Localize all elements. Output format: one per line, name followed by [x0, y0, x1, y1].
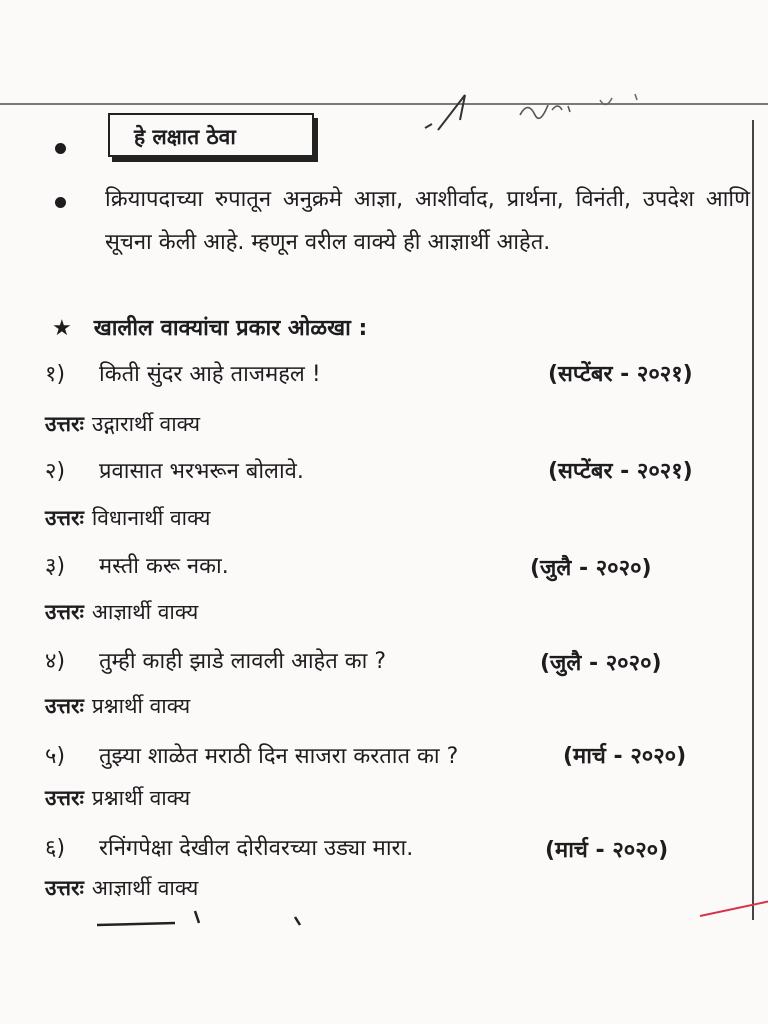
answer-label: उत्तरः [45, 600, 84, 624]
exam-source: (सप्टेंबर - २०२१) [548, 362, 693, 387]
question-row [45, 645, 386, 675]
answer-text: प्रश्नार्थी वाक्य [91, 694, 191, 718]
question-row [45, 358, 321, 388]
answer-label: उत्तरः [45, 876, 84, 900]
red-pen-mark [700, 900, 768, 917]
exam-source: (जुलै - २०२०) [530, 556, 652, 581]
handwritten-scribble [420, 80, 660, 140]
explanation-paragraph: क्रियापदाच्या रुपातून अनुक्रमे आज्ञा, आशीर्वाद, प्रार्थना, विनंती, उपदेश आणि सूचना केली आहे. म्हणून वरील वाक्ये ही आज्ञार्थी आहेत. [105, 187, 750, 255]
question-number: २) [45, 459, 66, 484]
question-row [45, 740, 458, 770]
answer-text: प्रश्नार्थी वाक्य [91, 786, 191, 810]
answer-text: आज्ञार्थी वाक्य [91, 876, 199, 900]
question-row [45, 832, 413, 862]
answer-text: उद्गारार्थी वाक्य [91, 412, 201, 436]
cut-off-text-fragment [95, 905, 355, 935]
answer-row [45, 692, 190, 720]
question-number: ४) [45, 649, 66, 674]
answer-label: उत्तरः [45, 412, 84, 436]
exam-source: (मार्च - २०२०) [545, 838, 669, 863]
question-number: ५) [45, 744, 66, 769]
answer-row [45, 504, 211, 532]
answer-row [45, 598, 198, 626]
question-text: तुझ्या शाळेत मराठी दिन साजरा करतात का ? [99, 744, 459, 769]
task-instruction [52, 312, 367, 342]
bullet-point [55, 197, 66, 208]
question-number: ६) [45, 836, 66, 861]
question-number: १) [45, 362, 66, 387]
remember-heading-box: हे लक्षात ठेवा [108, 113, 314, 157]
question-text: रनिंगपेक्षा देखील दोरीवरच्या उड्या मारा. [99, 836, 414, 861]
exam-source: (जुलै - २०२०) [540, 651, 662, 676]
bullet-point [55, 143, 66, 154]
answer-label: उत्तरः [45, 506, 84, 530]
right-margin-rule [752, 120, 754, 920]
task-text: खालील वाक्यांचा प्रकार ओळखा : [93, 316, 368, 341]
answer-label: उत्तरः [45, 786, 84, 810]
question-text: प्रवासात भरभरून बोलावे. [99, 459, 304, 484]
exam-source: (मार्च - २०२०) [563, 744, 687, 769]
answer-row [45, 784, 190, 812]
question-row [45, 455, 304, 485]
question-number: ३) [45, 554, 66, 579]
exam-source: (सप्टेंबर - २०२१) [548, 459, 693, 484]
question-text: किती सुंदर आहे ताजमहल ! [99, 362, 321, 387]
answer-row [45, 410, 200, 438]
question-text: मस्ती करू नका. [99, 554, 229, 579]
star-icon: ★ [52, 316, 72, 341]
question-text: तुम्ही काही झाडे लावली आहेत का ? [99, 649, 387, 674]
answer-text: आज्ञार्थी वाक्य [91, 600, 199, 624]
question-row [45, 550, 229, 580]
answer-label: उत्तरः [45, 694, 84, 718]
answer-text: विधानार्थी वाक्य [91, 506, 211, 530]
answer-row [45, 874, 198, 902]
